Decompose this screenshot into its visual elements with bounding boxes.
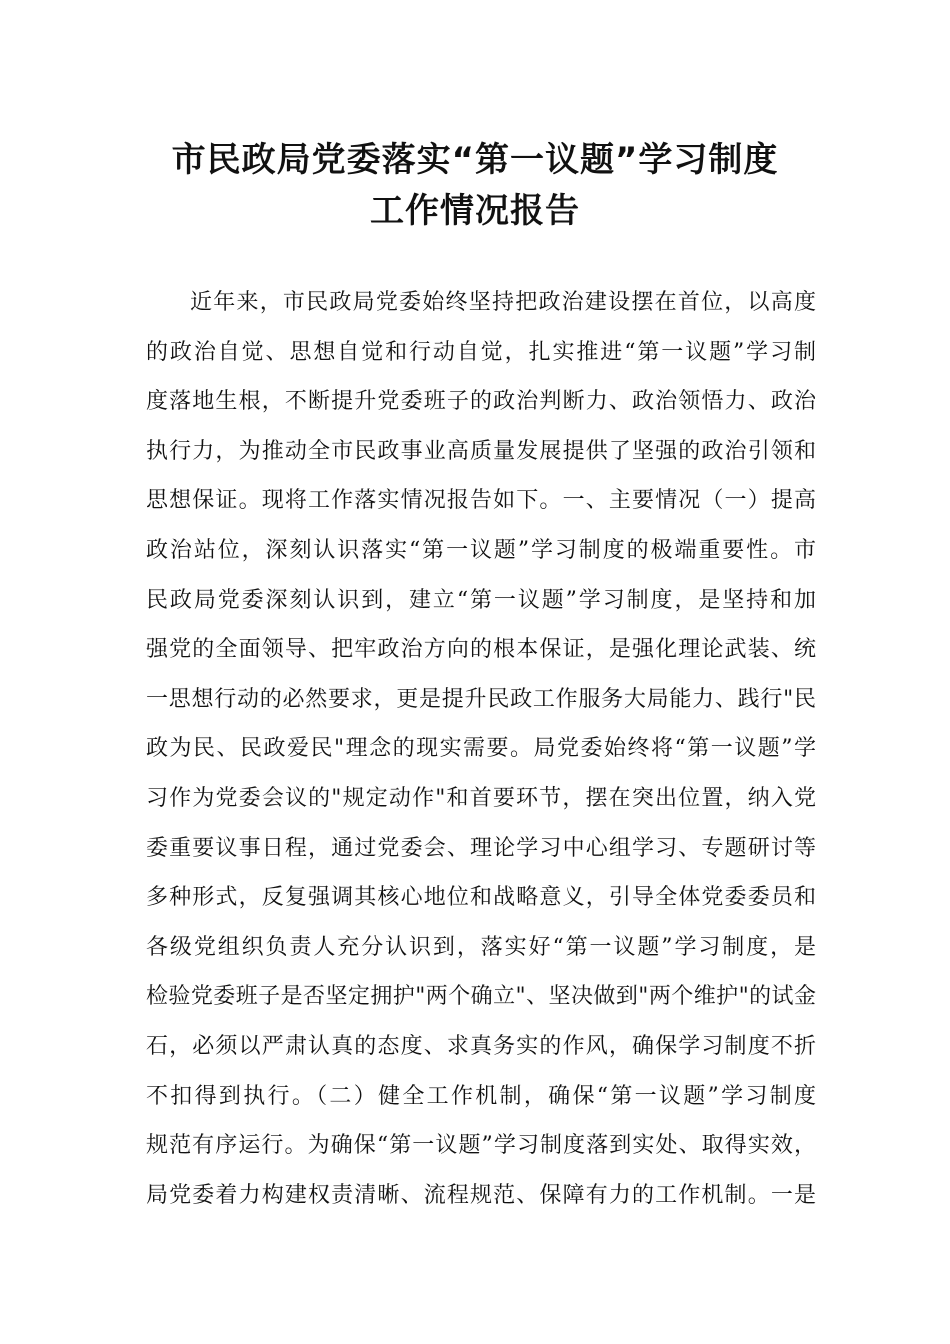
document-title-line-2: 工作情况报告 bbox=[370, 191, 580, 231]
body-line: 执行力，为推动全市民政事业高质量发展提供了坚强的政治引领和 bbox=[146, 438, 816, 464]
body-line: 思想保证。现将工作落实情况报告如下。一、主要情况（一）提高 bbox=[146, 488, 816, 514]
body-line: 各级党组织负责人充分认识到，落实好“第一议题”学习制度，是 bbox=[146, 934, 816, 960]
body-line: 近年来，市民政局党委始终坚持把政治建设摆在首位，以高度 bbox=[190, 290, 816, 315]
document-title-line-1: 市民政局党委落实“第一议题”学习制度 bbox=[171, 140, 779, 180]
body-line: 不扣得到执行。（二）健全工作机制，确保“第一议题”学习制度 bbox=[146, 1083, 816, 1109]
body-line: 习作为党委会议的"规定动作"和首要环节，摆在突出位置，纳入党 bbox=[146, 785, 816, 811]
body-line: 的政治自觉、思想自觉和行动自觉，扎实推进“第一议题”学习制 bbox=[146, 339, 816, 365]
document-body bbox=[146, 278, 816, 1220]
body-line: 强党的全面领导、把牢政治方向的根本保证，是强化理论武装、统 bbox=[146, 637, 816, 663]
body-line: 民政局党委深刻认识到，建立“第一议题”学习制度，是坚持和加 bbox=[146, 587, 816, 613]
body-line: 规范有序运行。为确保“第一议题”学习制度落到实处、取得实效， bbox=[146, 1133, 816, 1159]
body-line: 度落地生根，不断提升党委班子的政治判断力、政治领悟力、政治 bbox=[146, 389, 816, 415]
body-line: 石，必须以严肃认真的态度、求真务实的作风，确保学习制度不折 bbox=[146, 1033, 816, 1059]
body-line: 政为民、民政爱民"理念的现实需要。局党委始终将“第一议题”学 bbox=[146, 736, 816, 762]
body-line: 局党委着力构建权责清晰、流程规范、保障有力的工作机制。一是 bbox=[146, 1182, 816, 1208]
body-line: 检验党委班子是否坚定拥护"两个确立"、坚决做到"两个维护"的试金 bbox=[146, 984, 816, 1010]
body-line: 多种形式，反复强调其核心地位和战略意义，引导全体党委委员和 bbox=[146, 885, 816, 911]
body-line: 政治站位，深刻认识落实“第一议题”学习制度的极端重要性。市 bbox=[146, 537, 816, 563]
body-line: 一思想行动的必然要求，更是提升民政工作服务大局能力、践行"民 bbox=[146, 686, 816, 712]
body-line: 委重要议事日程，通过党委会、理论学习中心组学习、专题研讨等 bbox=[146, 835, 816, 861]
